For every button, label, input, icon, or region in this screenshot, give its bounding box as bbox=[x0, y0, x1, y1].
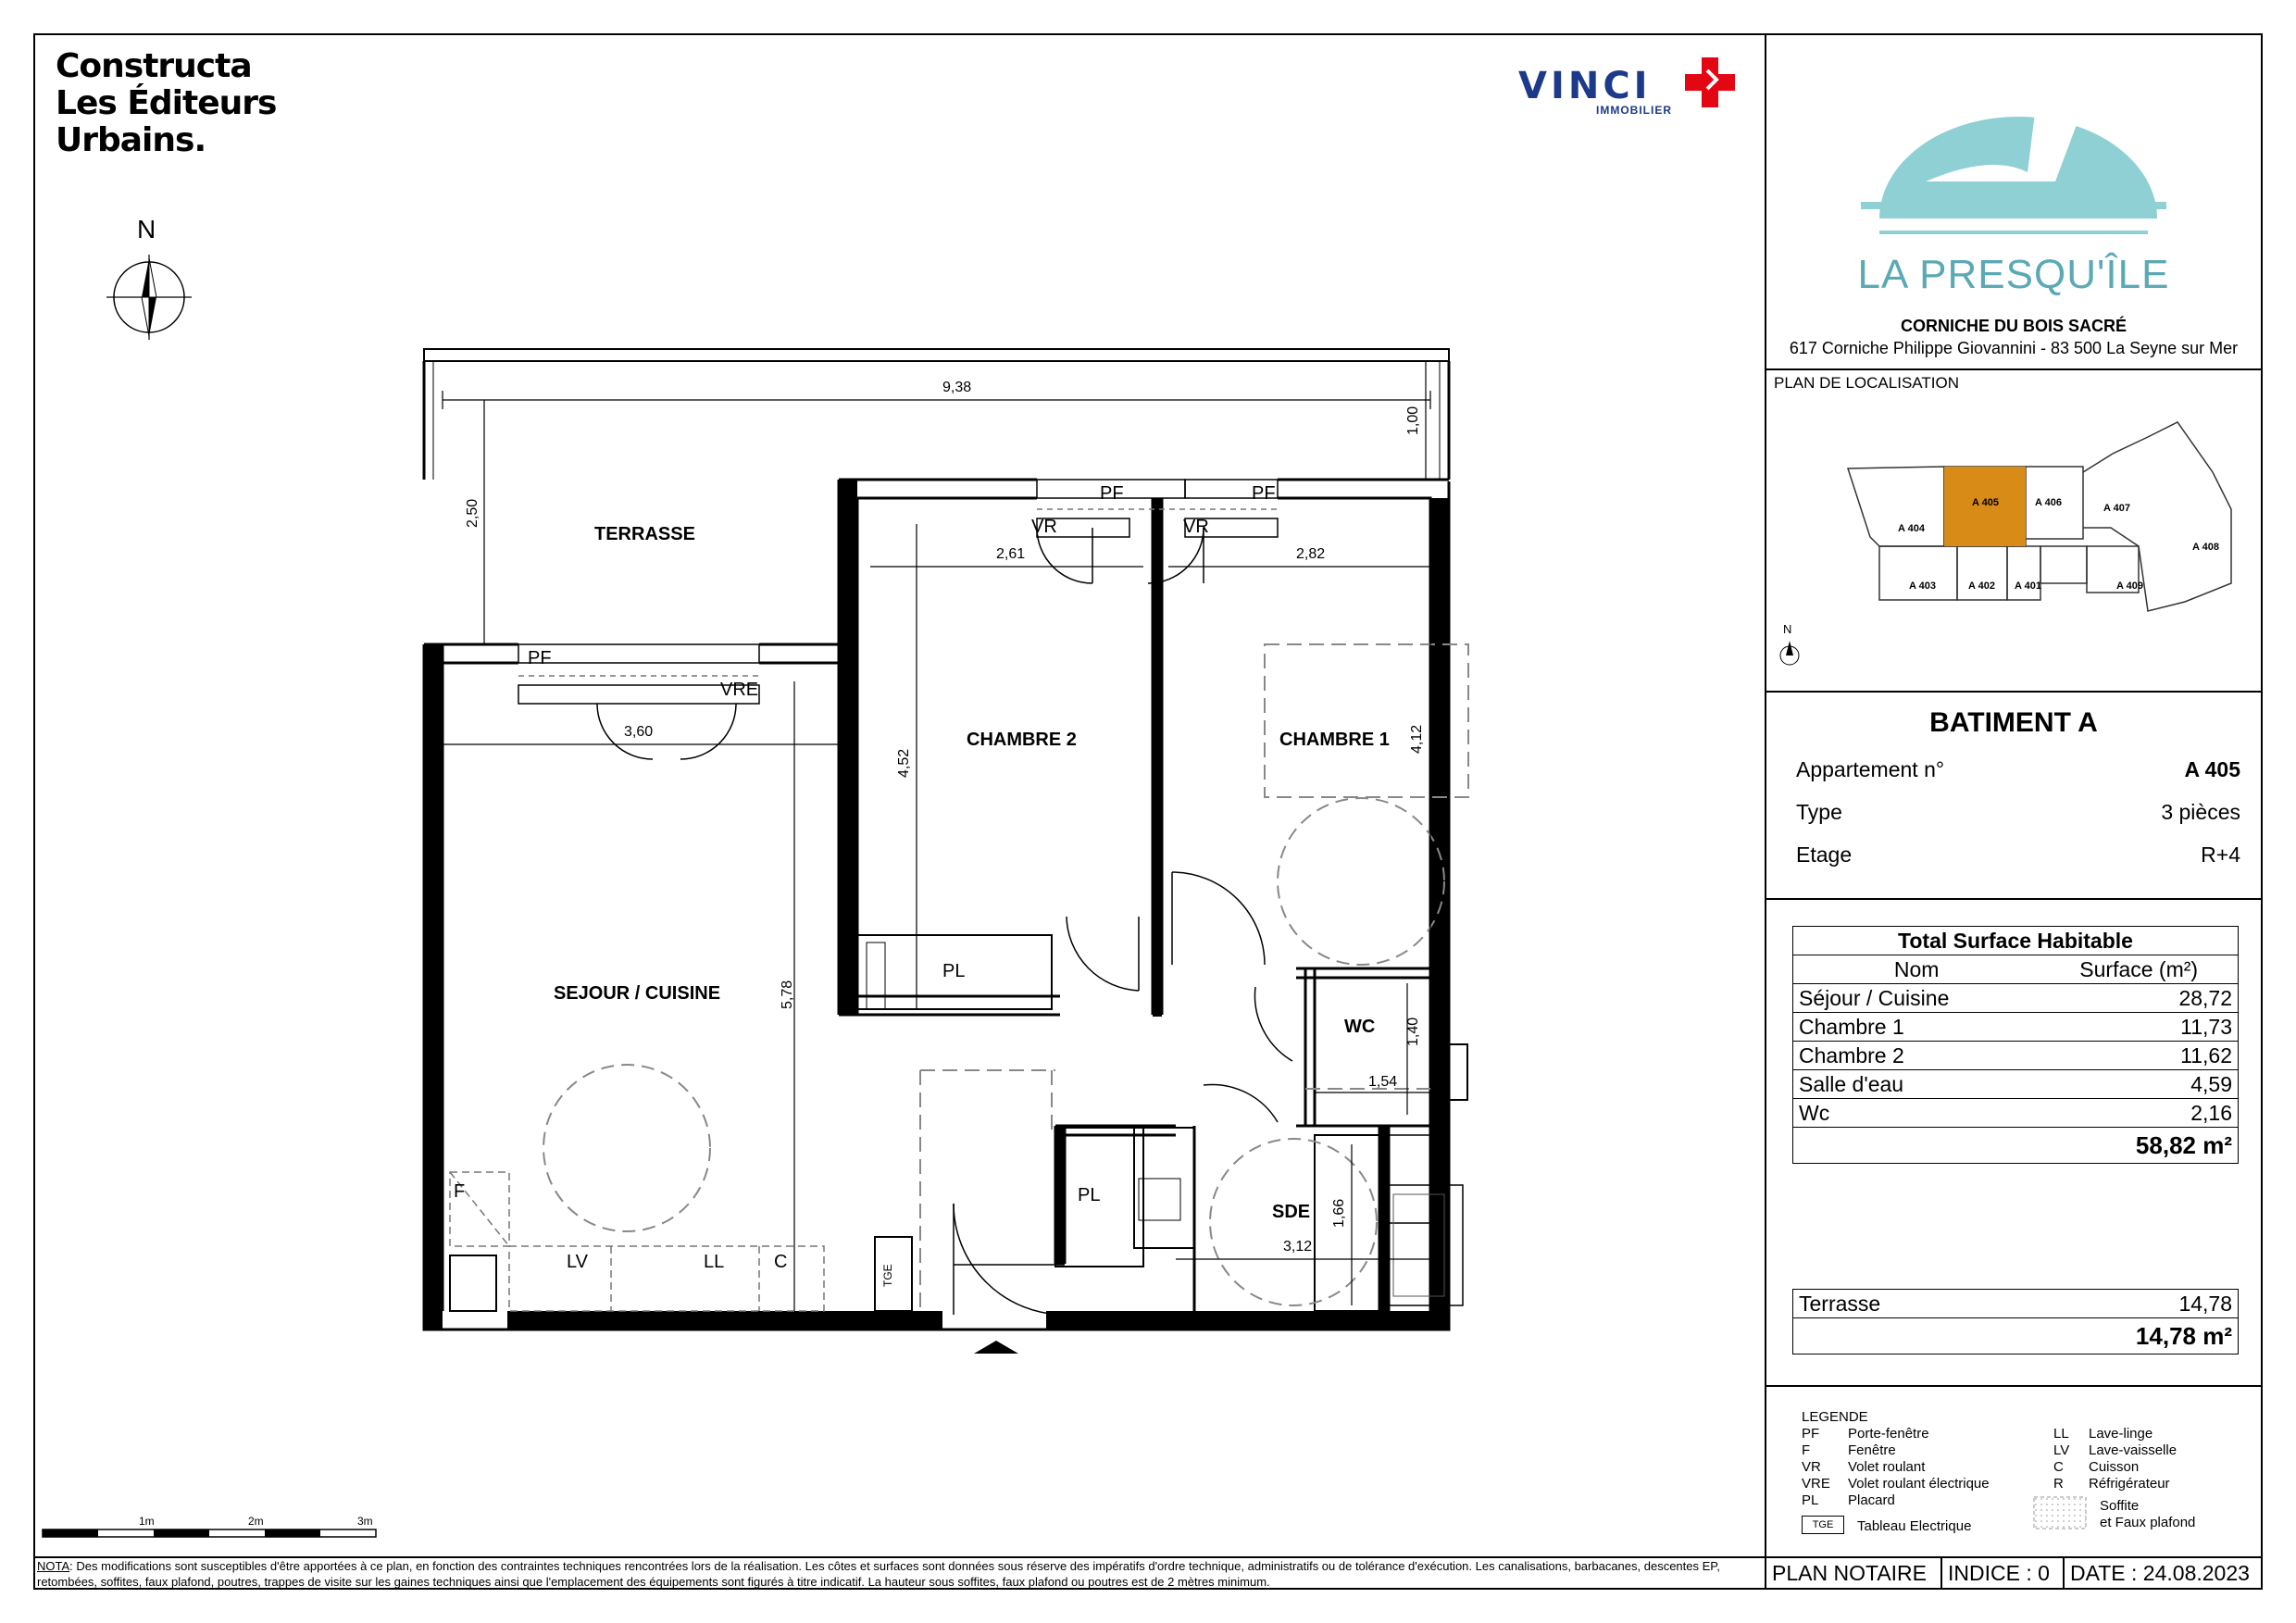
table-row bbox=[1793, 984, 2239, 1013]
locator-a401: A 401 bbox=[2015, 581, 2041, 592]
footer-note bbox=[37, 1558, 1759, 1590]
locator-a409: A 409 bbox=[2116, 581, 2143, 592]
room-chambre-1: CHAMBRE 1 bbox=[1279, 730, 1390, 750]
legend-key: LV bbox=[2053, 1442, 2070, 1458]
row-surface: 11,62 bbox=[2040, 1042, 2238, 1070]
surface-table bbox=[1792, 926, 2239, 1164]
divider bbox=[1765, 691, 2263, 693]
info-row-etage bbox=[1796, 843, 2240, 868]
terrace-railing bbox=[424, 349, 1449, 361]
room-chambre-2: CHAMBRE 2 bbox=[967, 730, 1077, 750]
vinci-wordmark: VINCI bbox=[1518, 65, 1652, 107]
terrasse-table bbox=[1792, 1289, 2239, 1355]
row-name: Salle d'eau bbox=[1793, 1070, 2040, 1099]
scale-bar bbox=[43, 1529, 376, 1537]
north-label: N bbox=[137, 215, 156, 243]
dim-2-50: 2,50 bbox=[465, 498, 480, 528]
brand-line-3: Urbains. bbox=[56, 121, 206, 159]
vinci-subtitle: IMMOBILIER bbox=[1596, 104, 1672, 117]
legend-key: LL bbox=[2053, 1426, 2069, 1442]
legend-value: Réfrigérateur bbox=[2089, 1476, 2170, 1492]
info-label: Etage bbox=[1796, 843, 1853, 867]
legend-key: R bbox=[2053, 1476, 2064, 1492]
dim-4-52: 4,52 bbox=[896, 748, 912, 778]
note-text: : Des modifications sont susceptibles d'être apportées à ce plan, en fonction des contraintes techniques rencontrées lors de la réalisation. Les côtes et surfaces sont données sous réserve des impératifs d'ordre technique, administratifs ou de tolérance d'exécution. Les canalisations, barbacanes, descentes EP, retombées, soffites, faux plafond, poutres, trappes de visite sur les gaines techniques ainsi que l'emplacement des équipements sont figurés à titre indicatif. La hauteur sous soffites, faux plafond ou poutres est de 2 mètres minimum. bbox=[37, 1559, 1720, 1589]
dim-1-40: 1,40 bbox=[1405, 1017, 1421, 1046]
mark-vr-chambre-2: VR bbox=[1031, 517, 1057, 537]
legend-key: VR bbox=[1802, 1459, 1821, 1475]
room-sejour-cuisine: SEJOUR / CUISINE bbox=[554, 983, 721, 1004]
legend-right bbox=[2053, 1426, 2177, 1492]
legend-title: LEGENDE bbox=[1802, 1409, 1868, 1425]
legend-key: PL bbox=[1802, 1492, 1819, 1508]
plan-indice: INDICE : 0 bbox=[1942, 1558, 2065, 1588]
mark-pl-entree: PL bbox=[1078, 1185, 1101, 1205]
room-wc: WC bbox=[1344, 1017, 1376, 1037]
surface-total: 58,82 m² bbox=[1793, 1128, 2239, 1164]
legend-value: Lave-vaisselle bbox=[2089, 1442, 2177, 1458]
legend-key: PF bbox=[1802, 1426, 1820, 1442]
dim-5-78: 5,78 bbox=[780, 980, 795, 1009]
row-surface: 28,72 bbox=[2040, 984, 2238, 1013]
mark-vre: VRE bbox=[720, 680, 759, 700]
row-name: Chambre 1 bbox=[1793, 1013, 2040, 1042]
locator-a407: A 407 bbox=[2103, 503, 2130, 514]
dim-2-61: 2,61 bbox=[996, 546, 1026, 562]
legend-soffite-line-1: Soffite bbox=[2100, 1498, 2140, 1514]
legend-value: Porte-fenêtre bbox=[1848, 1426, 1929, 1442]
dim-2-82: 2,82 bbox=[1296, 546, 1326, 562]
divider bbox=[1765, 368, 2263, 370]
legend-key: F bbox=[1802, 1442, 1811, 1458]
locator-plan bbox=[1842, 417, 2250, 639]
row-name: Séjour / Cuisine bbox=[1793, 984, 2040, 1013]
mark-ll: LL bbox=[704, 1252, 725, 1272]
dim-3-60: 3,60 bbox=[624, 724, 654, 740]
legend-soffite-line-2: et Faux plafond bbox=[2100, 1515, 2196, 1530]
room-sde: SDE bbox=[1272, 1202, 1311, 1222]
localisation-title: PLAN DE LOCALISATION bbox=[1774, 374, 1959, 392]
divider bbox=[1765, 1385, 2263, 1387]
brand-line-2: Les Éditeurs bbox=[56, 84, 277, 122]
legend-value: Lave-linge bbox=[2089, 1426, 2153, 1442]
locator-a402: A 402 bbox=[1968, 581, 1995, 592]
dim-1-66: 1,66 bbox=[1331, 1198, 1347, 1228]
terrasse-total: 14,78 m² bbox=[1793, 1318, 2239, 1355]
mark-pf-sejour: PF bbox=[528, 648, 552, 668]
dim-9-38: 9,38 bbox=[942, 380, 972, 395]
mark-tge: TGE bbox=[881, 1264, 894, 1287]
dim-1-00: 1,00 bbox=[1405, 406, 1421, 435]
legend-key: VRE bbox=[1802, 1476, 1830, 1492]
row-surface: 11,73 bbox=[2040, 1013, 2238, 1042]
locator-a406: A 406 bbox=[2035, 497, 2062, 508]
project-name: LA PRESQU'ÎLE bbox=[1857, 252, 2170, 297]
row-surface: 4,59 bbox=[2040, 1070, 2238, 1099]
la-presquile-logo-icon bbox=[1842, 43, 2185, 246]
terrasse-surface: 14,78 bbox=[2055, 1290, 2238, 1318]
row-surface: 2,16 bbox=[2040, 1099, 2238, 1128]
soffite-swatch-icon bbox=[2033, 1496, 2087, 1529]
row-name: Wc bbox=[1793, 1099, 2040, 1128]
info-label: Appartement n° bbox=[1796, 757, 1945, 781]
mark-pf-chambre-2: PF bbox=[1100, 483, 1124, 504]
legend-soffite bbox=[2100, 1498, 2195, 1531]
legend-left bbox=[1802, 1409, 1990, 1509]
table-row bbox=[1793, 1070, 2239, 1099]
dim-3-12: 3,12 bbox=[1283, 1239, 1313, 1255]
info-row-appartement bbox=[1796, 757, 2240, 782]
mark-pl-chambre-2: PL bbox=[942, 961, 966, 981]
info-row-type bbox=[1796, 800, 2240, 825]
info-value: A 405 bbox=[2184, 757, 2240, 781]
mark-pf-chambre-1: PF bbox=[1252, 483, 1276, 504]
brand-line-1: Constructa bbox=[56, 47, 252, 85]
note-label: NOTA bbox=[37, 1559, 70, 1573]
info-label: Type bbox=[1796, 800, 1842, 824]
address-line-1: CORNICHE DU BOIS SACRÉ bbox=[1900, 317, 2128, 335]
scale-label-1m: 1m bbox=[139, 1515, 155, 1528]
legend-value: Placard bbox=[1848, 1492, 1895, 1508]
plan-type: PLAN NOTAIRE bbox=[1765, 1558, 1942, 1588]
locator-a405: A 405 bbox=[1972, 497, 1999, 508]
legend-value: Volet roulant électrique bbox=[1848, 1476, 1990, 1492]
legend-tge-label: Tableau Electrique bbox=[1857, 1518, 1972, 1534]
table-row bbox=[1793, 1042, 2239, 1070]
locator-north-label: N bbox=[1783, 622, 1792, 636]
locator-a403: A 403 bbox=[1909, 581, 1936, 592]
mark-vr-chambre-1: VR bbox=[1183, 517, 1209, 537]
mark-lv: LV bbox=[567, 1252, 588, 1272]
legend-value: Fenêtre bbox=[1848, 1442, 1896, 1458]
legend-value: Volet roulant bbox=[1848, 1459, 1926, 1475]
scale-label-3m: 3m bbox=[357, 1515, 373, 1528]
scale-label-2m: 2m bbox=[248, 1515, 264, 1528]
building-title: BATIMENT A bbox=[1929, 707, 2098, 738]
mark-f: F bbox=[454, 1181, 466, 1202]
col-header-nom: Nom bbox=[1793, 955, 2040, 984]
legend-key: C bbox=[2053, 1459, 2064, 1475]
table-row bbox=[1793, 1013, 2239, 1042]
legend-tge-box: TGE bbox=[1802, 1516, 1844, 1534]
locator-a408: A 408 bbox=[2192, 542, 2219, 553]
room-terrasse: TERRASSE bbox=[594, 524, 695, 544]
table-row bbox=[1793, 1099, 2239, 1128]
row-name: Chambre 2 bbox=[1793, 1042, 2040, 1070]
dim-4-12: 4,12 bbox=[1409, 724, 1425, 754]
terrasse-name: Terrasse bbox=[1793, 1290, 2056, 1318]
col-header-surface: Surface (m²) bbox=[2040, 955, 2238, 984]
locator-a404: A 404 bbox=[1898, 523, 1925, 534]
info-value: R+4 bbox=[2201, 843, 2240, 867]
legend-value: Cuisson bbox=[2089, 1459, 2140, 1475]
locator-north-arrow-icon bbox=[1776, 637, 1803, 674]
surface-table-title: Total Surface Habitable bbox=[1793, 927, 2239, 955]
info-value: 3 pièces bbox=[2161, 800, 2240, 824]
divider bbox=[1765, 898, 2263, 900]
address-line-2: 617 Corniche Philippe Giovannini - 83 500 La Seyne sur Mer bbox=[1789, 339, 2239, 357]
mark-c: C bbox=[774, 1252, 788, 1272]
dim-1-54: 1,54 bbox=[1368, 1074, 1398, 1090]
plan-date: DATE : 24.08.2023 bbox=[2070, 1561, 2250, 1585]
